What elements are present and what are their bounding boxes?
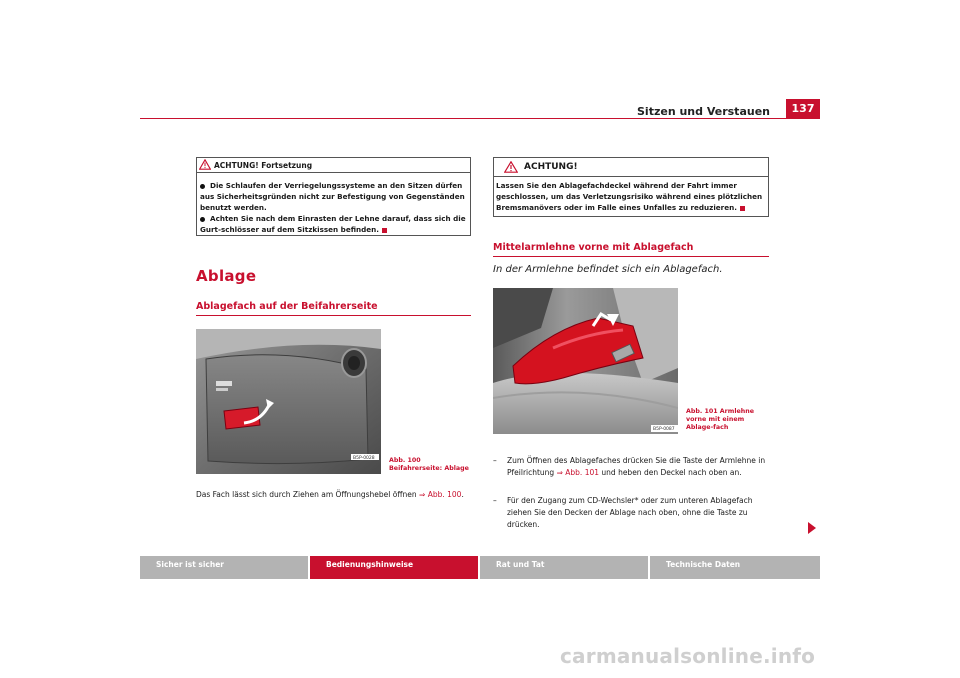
figure-code: B5P-0028 xyxy=(353,456,375,461)
nav-tab-technische-daten[interactable]: Technische Daten xyxy=(650,556,820,579)
section-heading: Ablage xyxy=(196,267,257,285)
bullet-icon xyxy=(200,217,205,222)
subsection-heading: Mittelarmlehne vorne mit Ablagefach xyxy=(493,242,694,253)
subsection-heading: Ablagefach auf der Beifahrerseite xyxy=(196,301,378,312)
figure-caption: Abb. 100 Beifahrerseite: Ablage xyxy=(389,457,469,472)
warning-heading: ACHTUNG! Fortsetzung xyxy=(214,161,313,170)
watermark: carmanualsonline.info xyxy=(560,644,816,668)
figure-glovebox-image xyxy=(196,329,381,474)
running-header-title: Sitzen und Verstauen xyxy=(637,105,770,118)
bullet-icon xyxy=(200,184,205,189)
warning-triangle-icon xyxy=(504,161,518,173)
nav-tab-sicher-ist-sicher[interactable]: Sicher ist sicher xyxy=(140,556,308,579)
body-paragraph: Das Fach lässt sich durch Ziehen am Öffnungshebel öffnen ⇒ Abb. 100. xyxy=(196,490,464,499)
figure-code: B5P-0087 xyxy=(653,427,675,432)
next-page-arrow-icon[interactable] xyxy=(808,522,816,534)
instruction-step: – Zum Öffnen des Ablagefaches drücken Sie die Taste der Armlehne in Pfeilrichtung ⇒ Abb. 101 und heben den Deckel nach oben an. xyxy=(493,456,766,477)
warning-box-continued xyxy=(196,157,471,236)
subsection-rule xyxy=(493,256,769,257)
warning-bullet: Die Schlaufen der Verriegelungssysteme an den Sitzen dürfen aus Sicherheitsgründen nicht zur Befestigung von Gegenständen benutzt werden. xyxy=(200,181,465,212)
section-intro: In der Armlehne befindet sich ein Ablagefach. xyxy=(493,264,723,275)
warning-box xyxy=(493,157,769,217)
header-rule xyxy=(140,118,820,119)
page-number: 137 xyxy=(786,99,820,119)
warning-heading: ACHTUNG! xyxy=(524,162,578,172)
figure-caption: Abb. 101 Armlehne vorne mit einem Ablage-fach xyxy=(686,408,755,431)
nav-tab-bedienungshinweise[interactable]: Bedienungshinweise xyxy=(310,556,478,579)
subsection-rule xyxy=(196,315,471,316)
figure-reference-link[interactable]: Abb. 101 xyxy=(565,468,600,477)
nav-tab-rat-und-tat[interactable]: Rat und Tat xyxy=(480,556,648,579)
figure-reference-link[interactable]: Abb. 100 xyxy=(427,490,462,499)
warning-triangle-icon xyxy=(199,159,211,170)
warning-bullet: Achten Sie nach dem Einrasten der Lehne darauf, dass sich die Gurt-schlösser auf dem Sitzkissen befinden. xyxy=(200,214,466,234)
instruction-step: – Für den Zugang zum CD-Wechsler* oder zum unteren Ablagefach ziehen Sie den Decken der Ablage nach oben, ohne die Taste zu drücken. xyxy=(493,496,753,529)
end-marker-icon xyxy=(382,228,387,233)
warning-text: Lassen Sie den Ablagefachdeckel während der Fahrt immer geschlossen, um das Verletzungsrisiko während eines plötzlichen Bremsmanövers oder im Falle eines Unfalles zu reduzieren. xyxy=(496,181,763,212)
end-marker-icon xyxy=(740,206,745,211)
figure-armrest-image xyxy=(493,288,678,434)
